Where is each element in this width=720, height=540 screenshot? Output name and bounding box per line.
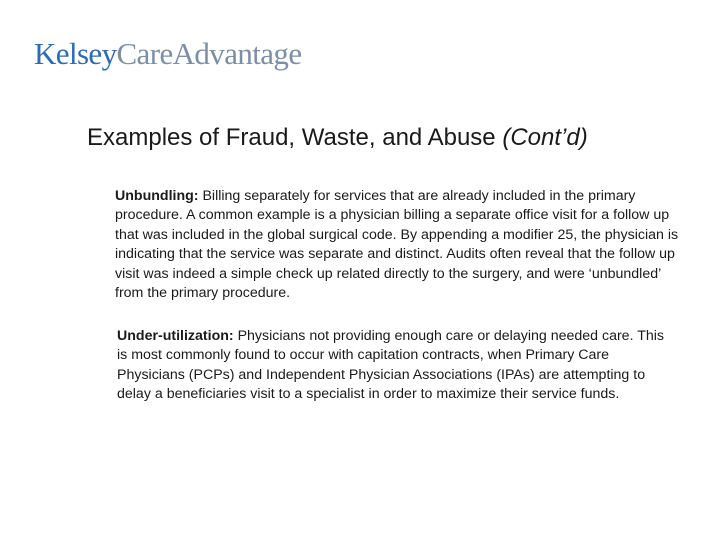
underutilization-paragraph [117, 327, 677, 405]
slide-title-cont: (Cont’d) [502, 124, 588, 151]
unbundling-text: Billing separately for services that are already included in the primary procedure. A common example is a physician billing a separate office visit for a follow up that was included in the global surgical code. By appending a modifier 25, the physician is indicating that the service was separate and distinct. Audits often reveal that the follow up visit was indeed a simple check up related directly to the surgery, and were ‘unbundled’ from the primary procedure. [115, 188, 679, 302]
logo-advantage-text: Advantage [172, 36, 302, 71]
unbundling-paragraph [115, 187, 690, 303]
kelseycare-advantage-logo [34, 34, 302, 74]
slide-title-main: Examples of Fraud, Waste, and Abuse [87, 124, 503, 151]
underutilization-term: Under-utilization: [117, 328, 234, 344]
logo-care-text: Care [116, 36, 173, 71]
unbundling-term: Unbundling: [115, 188, 199, 204]
underutilization-text: Physicians not providing enough care or delaying needed care. This is most commonly found to occur with capitation contracts, when Primary Care Physicians (PCPs) and Independent Physician Associations (IPAs) are attempting to delay a beneficiaries visit to a specialist in order to maximize their service funds. [117, 328, 665, 403]
logo-kelsey-text: Kelsey [34, 36, 117, 71]
slide-title [87, 122, 588, 154]
